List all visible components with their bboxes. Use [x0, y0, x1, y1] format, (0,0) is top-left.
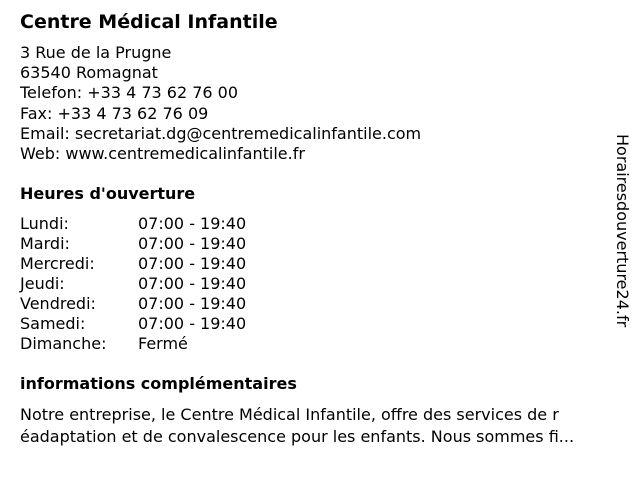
description	[20, 404, 620, 448]
email: Email: secretariat.dg@centremedicalinfantile.com	[20, 123, 422, 143]
contact-block	[20, 43, 421, 164]
time-range: 07:00 - 19:40	[138, 274, 247, 293]
additional-info-heading: informations complémentaires	[20, 374, 297, 393]
website: Web: www.centremedicalinfantile.fr	[20, 144, 305, 164]
time-range: 07:00 - 19:40	[138, 214, 247, 233]
time-range: Fermé	[138, 334, 188, 353]
time-range: 07:00 - 19:40	[138, 314, 247, 333]
address-line-1: 3 Rue de la Prugne	[20, 43, 172, 62]
day-label: Jeudi:	[20, 274, 65, 293]
day-label: Samedi:	[20, 314, 86, 333]
day-label: Vendredi:	[20, 294, 96, 313]
day-label: Dimanche:	[20, 334, 107, 353]
phone: Telefon: +33 4 73 62 76 00	[20, 83, 239, 103]
opening-hours-heading: Heures d'ouverture	[20, 184, 196, 203]
time-range: 07:00 - 19:40	[138, 234, 247, 253]
site-watermark: Horairesdouverture24.fr	[613, 134, 632, 328]
address-line-2: 63540 Romagnat	[20, 63, 158, 83]
business-name: Centre Médical Infantile	[20, 11, 278, 33]
day-label: Mercredi:	[20, 254, 95, 273]
time-range: 07:00 - 19:40	[138, 294, 247, 313]
fax: Fax: +33 4 73 62 76 09	[20, 103, 209, 123]
day-label: Lundi:	[20, 214, 69, 233]
description-line-2: éadaptation et de convalescence pour les enfants. Nous sommes fi...	[20, 427, 575, 446]
day-label: Mardi:	[20, 234, 70, 253]
description-line-1: Notre entreprise, le Centre Médical Infantile, offre des services de r	[20, 405, 559, 424]
time-range: 07:00 - 19:40	[138, 254, 247, 273]
